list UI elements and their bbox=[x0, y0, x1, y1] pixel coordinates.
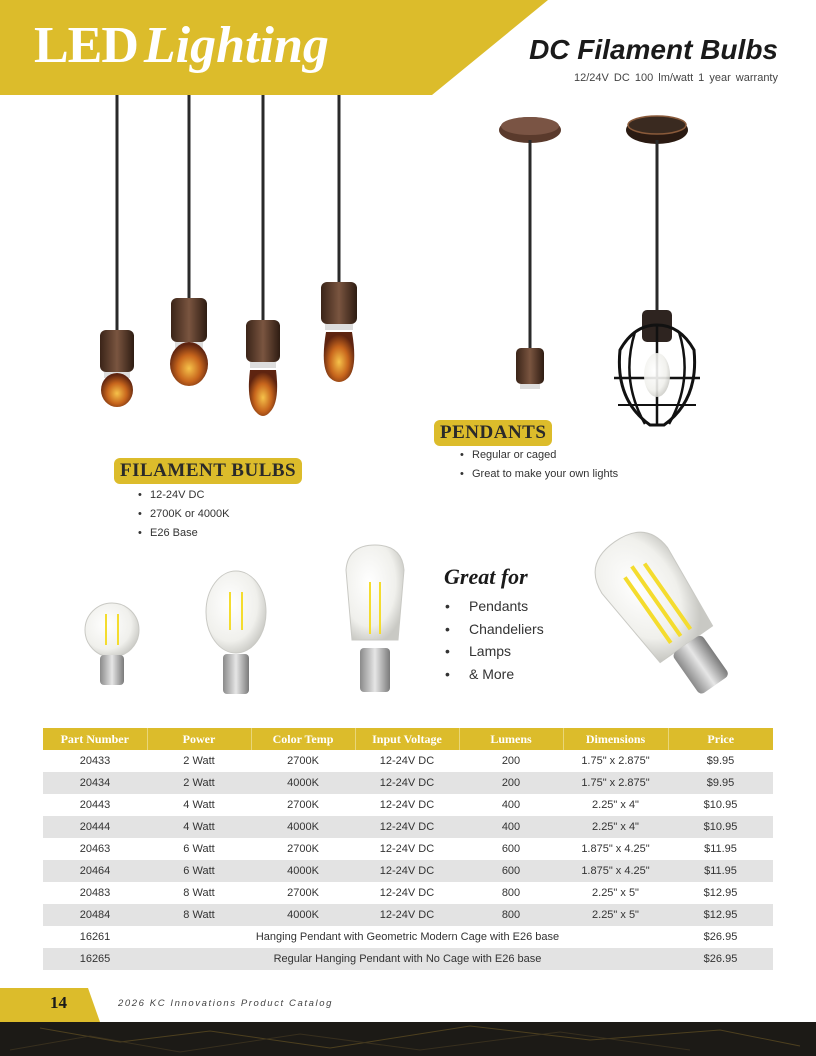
cell: 4 Watt bbox=[147, 816, 251, 838]
filament-bulbs-label: FILAMENT BULBS bbox=[114, 458, 302, 484]
spec-table bbox=[43, 728, 773, 970]
cell: 4000K bbox=[251, 772, 355, 794]
cell: 2.25" x 4" bbox=[563, 816, 668, 838]
header-part-number: Part Number bbox=[43, 728, 147, 750]
cell: 6 Watt bbox=[147, 860, 251, 882]
cell: $11.95 bbox=[668, 860, 773, 882]
cell: 6 Watt bbox=[183, 843, 215, 855]
cell: 1.875" x 4.25" bbox=[563, 860, 668, 882]
table-row bbox=[43, 904, 773, 926]
cell: 4000K bbox=[251, 816, 355, 838]
brand-part1: LED bbox=[34, 17, 138, 74]
cell: 12-24V DC bbox=[355, 816, 459, 838]
cell: 2 Watt bbox=[183, 755, 215, 767]
table-row bbox=[43, 926, 773, 948]
cell: 12-24V DC bbox=[355, 904, 459, 926]
cell: 20444 bbox=[43, 816, 147, 838]
bottom-texture-strip bbox=[0, 1022, 816, 1056]
table-header-row bbox=[43, 728, 773, 750]
catalog-name: 2026 KC Innovations Product Catalog bbox=[118, 998, 333, 1009]
led-bulb-a19 bbox=[206, 571, 266, 694]
cell: $26.95 bbox=[703, 931, 738, 943]
cell: 2700K bbox=[287, 799, 319, 811]
cell: 600 bbox=[459, 860, 563, 882]
cell: $10.95 bbox=[668, 816, 773, 838]
pendants-bullet: • Great to make your own lights bbox=[458, 465, 618, 484]
cell: 20483 bbox=[79, 887, 111, 899]
cell: 20463 bbox=[79, 843, 111, 855]
regular-pendant bbox=[499, 117, 561, 389]
brand-part2: Lighting bbox=[143, 17, 329, 74]
cell: 2700K bbox=[287, 755, 319, 767]
table-row bbox=[43, 838, 773, 860]
cell: 2 Watt bbox=[147, 772, 251, 794]
great-for-item: • Chandeliers bbox=[444, 618, 544, 641]
cell: 8 Watt bbox=[183, 887, 215, 899]
cell: 4 Watt bbox=[183, 799, 215, 811]
cell: 12-24V DC bbox=[355, 772, 459, 794]
cell: $12.95 bbox=[668, 904, 773, 926]
cell: 4000K bbox=[251, 860, 355, 882]
cell: 800 bbox=[501, 887, 521, 899]
great-for-item: • Pendants bbox=[444, 595, 544, 618]
cell: $10.95 bbox=[703, 799, 738, 811]
cell: 12-24V DC bbox=[379, 799, 435, 811]
cell: 20484 bbox=[43, 904, 147, 926]
header-dimensions: Dimensions bbox=[563, 728, 668, 750]
page-number: 14 bbox=[50, 993, 67, 1012]
cell: 12-24V DC bbox=[355, 860, 459, 882]
header-power: Power bbox=[147, 728, 251, 750]
cell: 20434 bbox=[43, 772, 147, 794]
header-color-temp: Color Temp bbox=[251, 728, 355, 750]
hanging-bulb-3 bbox=[246, 95, 280, 416]
table-row bbox=[43, 948, 773, 970]
led-bulb-g16 bbox=[85, 603, 139, 685]
cell: 8 Watt bbox=[147, 904, 251, 926]
cell: 16265 bbox=[43, 948, 147, 970]
table-row bbox=[43, 750, 773, 772]
cell: 400 bbox=[459, 816, 563, 838]
cell: $12.95 bbox=[703, 887, 738, 899]
cell: $26.95 bbox=[668, 948, 773, 970]
cell: 20433 bbox=[79, 755, 111, 767]
cell: 12-24V DC bbox=[379, 755, 435, 767]
cell-description: Hanging Pendant with Geometric Modern Cage with E26 base bbox=[255, 931, 560, 943]
great-for-item: • & More bbox=[444, 663, 544, 686]
led-bulb-large bbox=[582, 519, 748, 708]
cell: 16261 bbox=[79, 931, 111, 943]
table-row bbox=[43, 816, 773, 838]
filament-bullet: • 12-24V DC bbox=[136, 486, 230, 505]
cell: 800 bbox=[459, 904, 563, 926]
page-subtitle: 12/24V DC 100 lm/watt 1 year warranty bbox=[574, 72, 778, 84]
pendants-bullet: • Regular or caged bbox=[458, 446, 618, 465]
header-price: Price bbox=[668, 728, 773, 750]
header-input-voltage: Input Voltage bbox=[355, 728, 459, 750]
cell: 1.875" x 4.25" bbox=[581, 843, 650, 855]
cell: 200 bbox=[459, 772, 563, 794]
pendants-bullets bbox=[458, 446, 618, 484]
cell: 12-24V DC bbox=[379, 843, 435, 855]
filament-bullets bbox=[136, 486, 230, 543]
cell: 600 bbox=[501, 843, 521, 855]
table-row bbox=[43, 860, 773, 882]
filament-bullet: • 2700K or 4000K bbox=[136, 505, 230, 524]
cell: 12-24V DC bbox=[379, 887, 435, 899]
cell: 1.75" x 2.875" bbox=[581, 755, 650, 767]
cell: 2.25" x 4" bbox=[592, 799, 639, 811]
great-for-item: • Lamps bbox=[444, 640, 544, 663]
hanging-bulb-4 bbox=[321, 95, 357, 382]
pendants-label: PENDANTS bbox=[434, 420, 552, 446]
great-for-title: Great for bbox=[444, 564, 528, 589]
header-lumens: Lumens bbox=[459, 728, 563, 750]
cell: 20464 bbox=[43, 860, 147, 882]
hanging-bulb-1 bbox=[100, 95, 134, 407]
cell: 1.75" x 2.875" bbox=[563, 772, 668, 794]
cell: 400 bbox=[501, 799, 521, 811]
cell: $9.95 bbox=[668, 772, 773, 794]
cell: 2700K bbox=[287, 887, 319, 899]
cell: 4000K bbox=[251, 904, 355, 926]
cell: $9.95 bbox=[706, 755, 735, 767]
table-row bbox=[43, 794, 773, 816]
hanging-bulb-2 bbox=[170, 95, 208, 386]
cell: 2.25" x 5" bbox=[563, 904, 668, 926]
cell: 2.25" x 5" bbox=[592, 887, 639, 899]
table-row bbox=[43, 882, 773, 904]
filament-bullet: • E26 Base bbox=[136, 524, 230, 543]
cell: 2700K bbox=[287, 843, 319, 855]
led-bulb-st19 bbox=[346, 545, 404, 692]
great-for-list bbox=[444, 595, 544, 685]
cell: 200 bbox=[501, 755, 521, 767]
caged-pendant bbox=[614, 116, 700, 425]
cell-description: Regular Hanging Pendant with No Cage with E26 base bbox=[147, 948, 668, 970]
page-title: DC Filament Bulbs bbox=[529, 34, 778, 65]
cell: $11.95 bbox=[704, 843, 737, 855]
cell: 20443 bbox=[79, 799, 111, 811]
table-row bbox=[43, 772, 773, 794]
